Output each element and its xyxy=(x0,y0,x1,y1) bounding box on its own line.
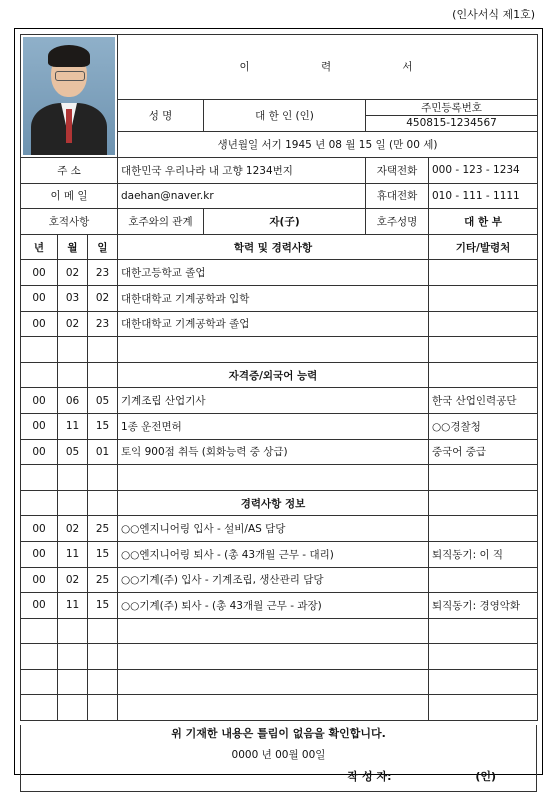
career-row xyxy=(21,593,538,619)
education-row-etc xyxy=(429,285,538,311)
career-section-header-row xyxy=(21,490,538,516)
address-label: 주 소 xyxy=(21,158,118,184)
career-row xyxy=(21,695,538,721)
cert-row-text: 1종 운전면허 xyxy=(118,413,429,439)
career-row-etc xyxy=(429,618,538,644)
cert-row xyxy=(21,413,538,439)
cert-row-text: 토익 900점 취득 (회화능력 중 상급) xyxy=(118,439,429,465)
career-row xyxy=(21,644,538,670)
person-portrait-icon xyxy=(23,37,115,155)
col-year: 년 xyxy=(21,234,58,260)
birth-date: 생년월일 서기 1945 년 08 월 15 일 (만 00 세) xyxy=(118,131,538,157)
career-row xyxy=(21,618,538,644)
cert-row-month: 11 xyxy=(58,413,88,439)
form-number: (인사서식 제1호) xyxy=(452,8,535,21)
head-value: 대 한 부 xyxy=(429,209,538,235)
career-row-day xyxy=(88,669,118,695)
blank-cell xyxy=(88,490,118,516)
cert-section-header-row xyxy=(21,362,538,388)
education-row-month: 03 xyxy=(58,285,88,311)
col-month: 월 xyxy=(58,234,88,260)
confirm-statement: 위 기재한 내용은 틀림이 없음을 확인합니다. xyxy=(171,727,386,741)
name-label: 성 명 xyxy=(118,99,204,131)
cert-row-etc: 한국 산업인력공단 xyxy=(429,388,538,414)
mobile-label: 휴대전화 xyxy=(366,183,429,209)
cert-section-header: 자격증/외국어 능력 xyxy=(118,362,429,388)
career-row-day: 15 xyxy=(88,541,118,567)
relation-value: 자(子) xyxy=(204,209,366,235)
footer-date: 0000 년 00월 00일 xyxy=(231,749,326,762)
head-label: 호주성명 xyxy=(366,209,429,235)
resume-form xyxy=(14,28,543,784)
rrn-label: 주민등록번호 xyxy=(366,101,537,116)
address-value: 대한민국 우리나라 내 고향 1234번지 xyxy=(118,158,366,184)
career-row-text: ○○엔지니어링 입사 - 설비/AS 담당 xyxy=(118,516,429,542)
cert-row-etc xyxy=(429,465,538,491)
email-label: 이 메 일 xyxy=(21,183,118,209)
blank-cell xyxy=(21,362,58,388)
document-title: 이 력 서 xyxy=(118,35,538,100)
education-row-day: 02 xyxy=(88,285,118,311)
relation-label: 호주와의 관계 xyxy=(118,209,204,235)
cert-row xyxy=(21,439,538,465)
cert-row-etc: ○○경찰청 xyxy=(429,413,538,439)
career-row-month: 02 xyxy=(58,567,88,593)
career-row xyxy=(21,669,538,695)
education-row-text: 대한고등학교 졸업 xyxy=(118,260,429,286)
rrn-cell xyxy=(366,99,538,131)
education-row-year: 00 xyxy=(21,260,58,286)
career-row-year: 00 xyxy=(21,593,58,619)
writer-line xyxy=(21,768,536,784)
career-row-year xyxy=(21,644,58,670)
career-row-day xyxy=(88,644,118,670)
blank-cell xyxy=(21,490,58,516)
cert-row xyxy=(21,465,538,491)
career-row-etc xyxy=(429,567,538,593)
career-row-day: 15 xyxy=(88,593,118,619)
career-row-day: 25 xyxy=(88,567,118,593)
writer-label: 작 성 자: xyxy=(347,770,392,784)
blank-cell xyxy=(58,362,88,388)
cert-row-year: 00 xyxy=(21,388,58,414)
home-phone-label: 자택전화 xyxy=(366,158,429,184)
cert-row-text xyxy=(118,465,429,491)
career-row-day: 25 xyxy=(88,516,118,542)
career-row-text xyxy=(118,618,429,644)
career-row-year xyxy=(21,669,58,695)
career-row-text xyxy=(118,695,429,721)
career-row-year: 00 xyxy=(21,567,58,593)
cert-row-month xyxy=(58,465,88,491)
career-row-year: 00 xyxy=(21,541,58,567)
cert-row-month: 06 xyxy=(58,388,88,414)
education-row-text xyxy=(118,337,429,363)
col-history: 학력 및 경력사항 xyxy=(118,234,429,260)
family-label: 호적사항 xyxy=(21,209,118,235)
cert-row xyxy=(21,388,538,414)
education-row-month xyxy=(58,337,88,363)
education-row-day: 23 xyxy=(88,311,118,337)
blank-cell xyxy=(58,490,88,516)
career-row-month xyxy=(58,695,88,721)
education-row-day xyxy=(88,337,118,363)
writer-seal: (인) xyxy=(475,770,496,784)
education-row xyxy=(21,311,538,337)
mobile-value: 010 - 111 - 1111 xyxy=(429,183,538,209)
career-row-year xyxy=(21,618,58,644)
career-row-month: 11 xyxy=(58,593,88,619)
career-row-text: ○○기계(주) 퇴사 - (총 43개월 근무 - 과장) xyxy=(118,593,429,619)
home-phone-value: 000 - 123 - 1234 xyxy=(429,158,538,184)
resume-table xyxy=(20,34,538,721)
education-row xyxy=(21,260,538,286)
career-row-month: 11 xyxy=(58,541,88,567)
education-row-month: 02 xyxy=(58,311,88,337)
career-row-month xyxy=(58,669,88,695)
cert-row-year: 00 xyxy=(21,439,58,465)
cert-row-day xyxy=(88,465,118,491)
cert-row-month: 05 xyxy=(58,439,88,465)
career-row-etc xyxy=(429,644,538,670)
education-row-etc xyxy=(429,311,538,337)
career-row-month xyxy=(58,644,88,670)
education-row-month: 02 xyxy=(58,260,88,286)
cert-row-etc: 중국어 중급 xyxy=(429,439,538,465)
career-row-month xyxy=(58,618,88,644)
cert-row-year: 00 xyxy=(21,413,58,439)
photo-cell xyxy=(21,35,118,158)
education-row-text: 대한대학교 기계공학과 입학 xyxy=(118,285,429,311)
career-row-year xyxy=(21,695,58,721)
cert-row-year xyxy=(21,465,58,491)
career-row-etc: 퇴직동기: 경영악화 xyxy=(429,593,538,619)
email-value: daehan@naver.kr xyxy=(118,183,366,209)
col-issuer: 기타/발령처 xyxy=(429,234,538,260)
education-row xyxy=(21,337,538,363)
career-row-text: ○○기계(주) 입사 - 기계조립, 생산관리 담당 xyxy=(118,567,429,593)
blank-cell xyxy=(429,362,538,388)
blank-cell xyxy=(88,362,118,388)
footer xyxy=(20,725,537,792)
education-row-etc xyxy=(429,260,538,286)
career-row-day xyxy=(88,618,118,644)
education-row-day: 23 xyxy=(88,260,118,286)
cert-row-day: 05 xyxy=(88,388,118,414)
name-value: 대 한 인 (인) xyxy=(204,99,366,131)
career-row-etc: 퇴직동기: 이 직 xyxy=(429,541,538,567)
cert-row-text: 기계조립 산업기사 xyxy=(118,388,429,414)
col-day: 일 xyxy=(88,234,118,260)
career-row-day xyxy=(88,695,118,721)
cert-row-day: 15 xyxy=(88,413,118,439)
education-row-etc xyxy=(429,337,538,363)
education-row-year: 00 xyxy=(21,285,58,311)
blank-cell xyxy=(429,490,538,516)
career-row-etc xyxy=(429,669,538,695)
career-row-text: ○○엔지니어링 퇴사 - (총 43개월 근무 - 대리) xyxy=(118,541,429,567)
career-row xyxy=(21,567,538,593)
career-row-text xyxy=(118,669,429,695)
education-row xyxy=(21,285,538,311)
career-row-text xyxy=(118,644,429,670)
career-row-year: 00 xyxy=(21,516,58,542)
education-row-text: 대한대학교 기계공학과 졸업 xyxy=(118,311,429,337)
education-row-year: 00 xyxy=(21,311,58,337)
cert-row-day: 01 xyxy=(88,439,118,465)
education-row-year xyxy=(21,337,58,363)
career-row xyxy=(21,541,538,567)
career-row xyxy=(21,516,538,542)
career-row-etc xyxy=(429,695,538,721)
rrn-value: 450815-1234567 xyxy=(406,116,497,129)
career-section-header: 경력사항 정보 xyxy=(118,490,429,516)
career-row-etc xyxy=(429,516,538,542)
career-row-month: 02 xyxy=(58,516,88,542)
